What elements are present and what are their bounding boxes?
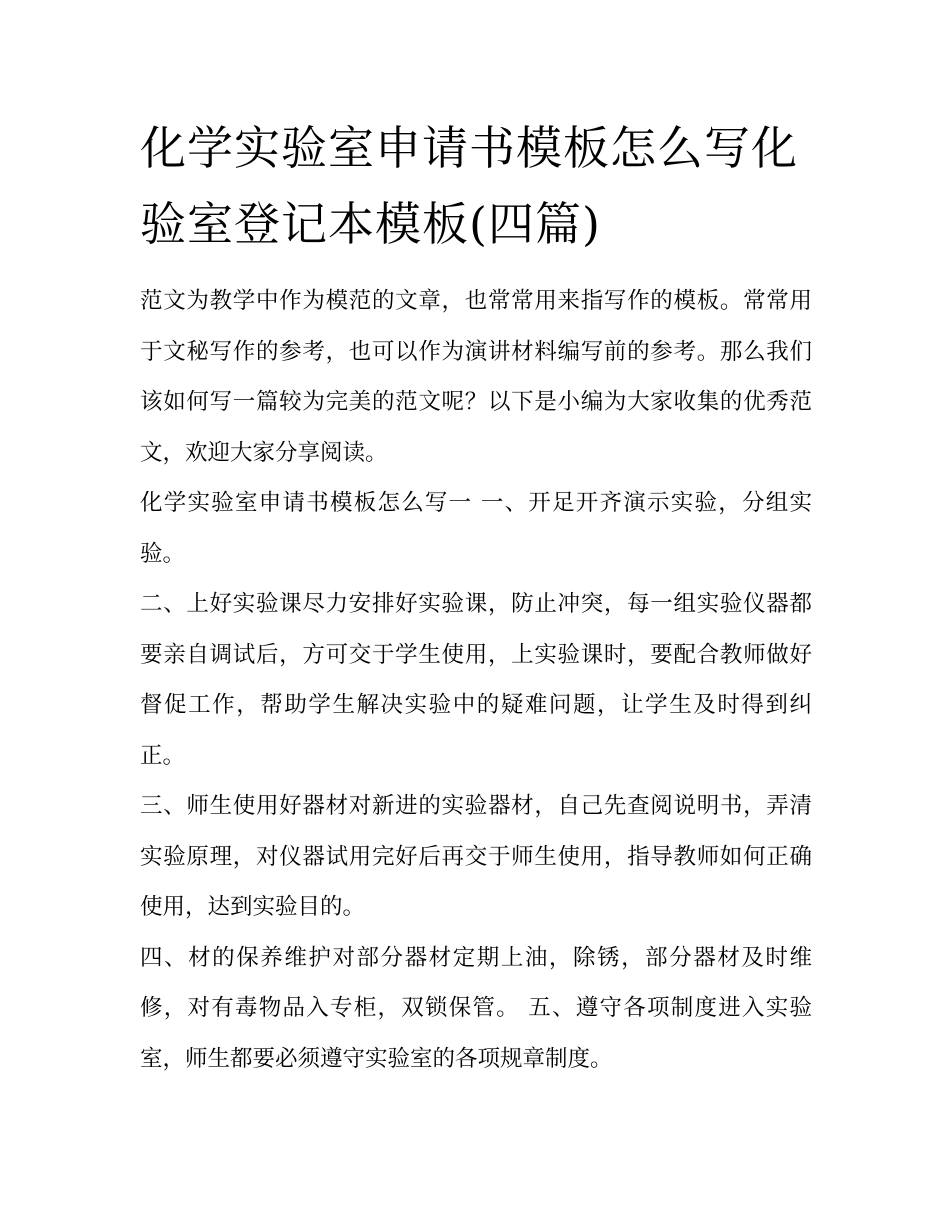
document-title: 化学实验室申请书模板怎么写化验室登记本模板(四篇) xyxy=(140,121,798,251)
paragraph-intro: 范文为教学中作为模范的文章，也常常用来指写作的模板。常常用于文秘写作的参考，也可以作为演讲材料编写前的参考。那么我们该如何写一篇较为完美的范文呢？以下是小编为大家收集的优秀范文，欢迎大家分享阅读。 xyxy=(140,288,812,466)
document-body xyxy=(140,110,812,1084)
paragraph-section-three: 三、师生使用好器材对新进的实验器材，自己先查阅说明书，弄清实验原理，对仪器试用完好后再交于师生使用，指导教师如何正确使用，达到实验目的。 xyxy=(140,793,812,920)
paragraph-section-two: 二、上好实验课尽力安排好实验课，防止冲突，每一组实验仪器都要亲自调试后，方可交于学生使用，上实验课时，要配合教师做好督促工作，帮助学生解决实验中的疑难问题，让学生及时得到纠正。 xyxy=(140,591,812,769)
paragraph-section-one: 化学实验室申请书模板怎么写一 一、开足开齐演示实验，分组实验。 xyxy=(140,490,812,567)
paragraph-section-four-five: 四、材的保养维护对部分器材定期上油，除锈，部分器材及时维修，对有毒物品入专柜，双锁保管。 五、遵守各项制度进入实验室，师生都要必须遵守实验室的各项规章制度。 xyxy=(140,944,812,1072)
